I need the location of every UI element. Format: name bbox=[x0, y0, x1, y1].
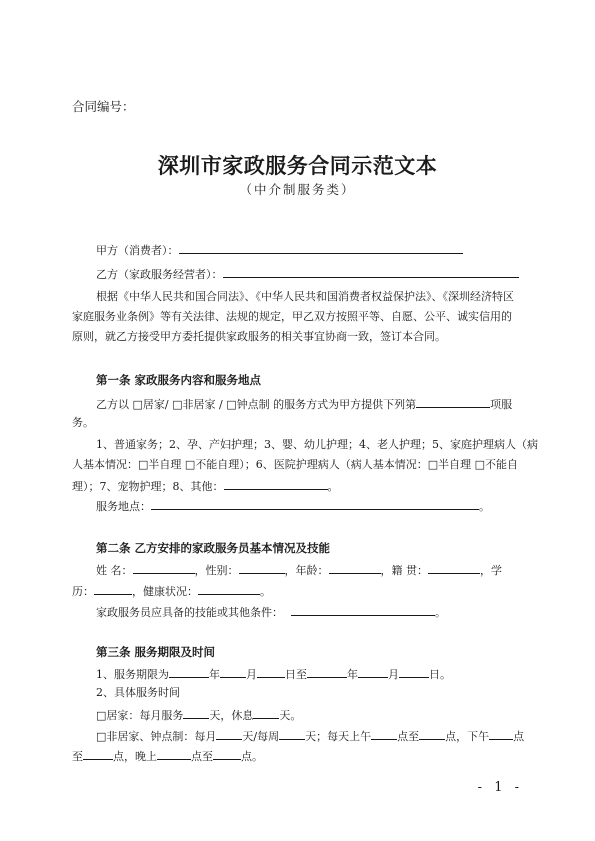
end-year-blank[interactable] bbox=[307, 666, 347, 678]
health-blank[interactable] bbox=[198, 583, 260, 595]
party-b-label: 乙方（家政服务经营者）： bbox=[96, 268, 223, 281]
hourly-schedule-line bbox=[72, 748, 263, 764]
pm-end-blank[interactable] bbox=[83, 748, 113, 760]
text: 日。 bbox=[429, 668, 451, 681]
service-items-line: 1、普通家务；2、孕、产妇护理；3、婴、幼儿护理；4、老人护理；5、家庭护理病人（病 bbox=[96, 438, 538, 451]
party-b-line bbox=[96, 266, 519, 282]
pm-start-blank[interactable] bbox=[489, 728, 513, 740]
education-blank[interactable] bbox=[94, 583, 132, 595]
worker-info-line bbox=[72, 583, 271, 599]
party-b-blank[interactable] bbox=[223, 266, 519, 278]
text: 天。 bbox=[279, 709, 302, 722]
hourly-schedule-line bbox=[96, 728, 524, 744]
service-item-blank[interactable] bbox=[416, 396, 490, 408]
text: 天；每天上午 bbox=[305, 730, 372, 743]
text: 点，晚上 bbox=[113, 750, 157, 763]
text: 点至 bbox=[191, 750, 213, 763]
article-2-heading: 第二条 乙方安排的家政服务员基本情况及技能 bbox=[96, 541, 331, 555]
name-label: 姓 名： bbox=[96, 564, 133, 577]
text-line: 2、具体服务时间 bbox=[96, 686, 180, 699]
text: 日至 bbox=[285, 668, 307, 681]
page-number: - 1 - bbox=[477, 780, 523, 795]
text: 的服务方式为甲方提供下列第 bbox=[269, 398, 417, 411]
gender-label: ，性别： bbox=[194, 564, 239, 577]
other-service-blank[interactable] bbox=[224, 478, 328, 490]
text: □居家：每月服务 bbox=[96, 709, 184, 722]
preamble-line: 家庭服务业条例》等有关法律、法规的规定，甲乙双方按照平等、自愿、公平、诚实信用的 bbox=[72, 310, 512, 323]
age-blank[interactable] bbox=[329, 562, 381, 574]
days-per-week-blank[interactable] bbox=[279, 728, 305, 740]
work-days-blank[interactable] bbox=[183, 707, 209, 719]
education-label: 历： bbox=[72, 585, 94, 598]
worker-info-line bbox=[96, 562, 502, 578]
text: 。 bbox=[260, 585, 271, 598]
rest-days-blank[interactable] bbox=[253, 707, 279, 719]
text-line: 务。 bbox=[72, 416, 94, 429]
end-day-blank[interactable] bbox=[399, 666, 429, 678]
preamble-line: 原则，就乙方接受甲方委托提供家政服务的相关事宜协商一致，签订本合同。 bbox=[72, 330, 446, 343]
service-mode-line bbox=[96, 396, 512, 412]
text: 。 bbox=[479, 500, 490, 513]
start-day-blank[interactable] bbox=[257, 666, 285, 678]
service-items-line: 人基本情况：□半自理 □不能自理）；6、医院护理病人（病人基本情况：□半自理 □不能自 bbox=[72, 458, 519, 471]
text: 天/每周 bbox=[242, 730, 280, 743]
name-blank[interactable] bbox=[133, 562, 195, 574]
text: 年 bbox=[209, 668, 220, 681]
text: 乙方以 bbox=[96, 398, 133, 411]
text: 理）；7、宠物护理；8、其他： bbox=[72, 480, 224, 493]
article-1-heading: 第一条 家政服务内容和服务地点 bbox=[96, 373, 262, 387]
article-3-heading: 第三条 服务期限及时间 bbox=[96, 645, 216, 659]
text: 点至 bbox=[397, 730, 420, 743]
text: 月 bbox=[246, 668, 257, 681]
end-month-blank[interactable] bbox=[358, 666, 388, 678]
document-title: 深圳市家政服务合同示范文本 bbox=[157, 153, 438, 178]
days-per-month-blank[interactable] bbox=[216, 728, 242, 740]
education-label: ，学 bbox=[480, 564, 502, 577]
text: 天，休息 bbox=[209, 709, 254, 722]
contract-number-label: 合同编号： bbox=[72, 99, 135, 114]
party-a-label: 甲方（消费者）： bbox=[96, 244, 179, 257]
preamble-line: 根据《中华人民共和国合同法》、《中华人民共和国消费者权益保护法》、《深圳经济特区 bbox=[96, 290, 514, 303]
service-period-line bbox=[96, 666, 451, 682]
origin-blank[interactable] bbox=[428, 562, 480, 574]
text: 项服 bbox=[490, 398, 513, 411]
evening-end-blank[interactable] bbox=[213, 748, 241, 760]
service-location-label: 服务地点： bbox=[96, 500, 151, 513]
skills-line bbox=[96, 604, 446, 620]
am-start-blank[interactable] bbox=[371, 728, 397, 740]
text: 点，下午 bbox=[445, 730, 490, 743]
am-end-blank[interactable] bbox=[419, 728, 445, 740]
live-in-schedule-line bbox=[96, 707, 301, 723]
party-a-line bbox=[96, 242, 463, 258]
text: □非居家、钟点制：每月 bbox=[96, 730, 217, 743]
service-location-line bbox=[96, 498, 490, 514]
service-items-line bbox=[72, 478, 339, 494]
gender-blank[interactable] bbox=[239, 562, 285, 574]
text: 点 bbox=[513, 730, 525, 743]
start-month-blank[interactable] bbox=[220, 666, 246, 678]
health-label: ，健康状况： bbox=[132, 585, 198, 598]
text: 至 bbox=[72, 750, 83, 763]
text: 月 bbox=[388, 668, 399, 681]
service-mode-options[interactable]: □居家/ □非居家 / □钟点制 bbox=[132, 398, 270, 411]
party-a-blank[interactable] bbox=[179, 242, 463, 254]
skills-label: 家政服务员应具备的技能或其他条件： bbox=[96, 606, 283, 619]
text: 点。 bbox=[241, 750, 263, 763]
text: 年 bbox=[347, 668, 358, 681]
text: 。 bbox=[327, 480, 339, 493]
skills-blank[interactable] bbox=[291, 604, 435, 616]
document-subtitle: （中介制服务类） bbox=[239, 182, 356, 197]
text: 1、服务期限为 bbox=[96, 668, 169, 681]
origin-label: ，籍 贯： bbox=[380, 564, 428, 577]
text: 。 bbox=[435, 606, 446, 619]
evening-start-blank[interactable] bbox=[157, 748, 191, 760]
age-label: ，年龄： bbox=[284, 564, 329, 577]
start-year-blank[interactable] bbox=[169, 666, 209, 678]
service-location-blank[interactable] bbox=[151, 498, 479, 510]
